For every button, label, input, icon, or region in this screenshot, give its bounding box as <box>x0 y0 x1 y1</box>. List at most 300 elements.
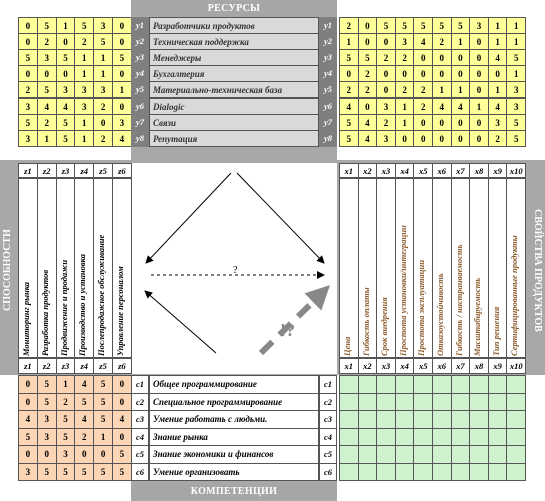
property-id-top: x1 <box>339 163 359 178</box>
competence-right-cell <box>488 393 508 412</box>
property-id-bottom: x6 <box>432 358 452 374</box>
competence-left-cell: 3 <box>37 428 57 447</box>
competence-id-right: c5 <box>319 445 337 464</box>
competence-id-right: c1 <box>319 375 337 394</box>
competence-left-cell: 0 <box>93 445 113 464</box>
resource-right-cell: 0 <box>451 49 471 66</box>
competence-left-cell: 5 <box>93 463 113 482</box>
competence-right-cell <box>339 445 359 464</box>
resource-id-right: y5 <box>319 81 337 98</box>
competence-left-cell: 5 <box>56 463 76 482</box>
resource-right-cell: 1 <box>506 33 526 50</box>
resource-right-cell: 0 <box>469 81 489 98</box>
resource-right-cell: 0 <box>413 65 433 82</box>
ability-label: Разработка продуктов <box>39 269 50 356</box>
competence-id-left: c3 <box>131 410 149 429</box>
competence-right-cell <box>395 375 415 394</box>
resource-left-cell: 3 <box>93 17 113 34</box>
resource-right-cell: 3 <box>506 81 526 98</box>
competence-left-cell: 3 <box>18 463 38 482</box>
competence-right-cell <box>506 375 526 394</box>
resource-right-cell: 0 <box>451 130 471 147</box>
competence-right-cell <box>506 428 526 447</box>
competence-left-cell: 0 <box>37 445 57 464</box>
competence-right-cell <box>506 445 526 464</box>
resource-right-cell: 2 <box>413 81 433 98</box>
competence-left-cell: 5 <box>112 463 132 482</box>
competence-right-cell <box>413 428 433 447</box>
competence-right-cell <box>358 463 378 482</box>
competence-left-cell: 5 <box>37 393 57 412</box>
competence-label: Специальное программирование <box>149 393 319 412</box>
competence-right-cell <box>451 445 471 464</box>
property-id-top: x9 <box>488 163 508 178</box>
competence-right-cell <box>451 410 471 429</box>
resource-left-cell: 5 <box>18 114 38 131</box>
resource-right-cell: 0 <box>413 114 433 131</box>
competence-left-cell: 0 <box>112 428 132 447</box>
resource-right-cell: 5 <box>413 17 433 34</box>
resource-id-right: y7 <box>319 114 337 131</box>
competence-right-cell <box>376 428 396 447</box>
competence-right-cell <box>469 463 489 482</box>
resource-left-cell: 5 <box>37 17 57 34</box>
competence-right-cell <box>395 463 415 482</box>
resource-right-cell: 2 <box>432 33 452 50</box>
competence-right-cell <box>358 445 378 464</box>
resource-right-cell: 0 <box>488 65 508 82</box>
resource-right-cell: 5 <box>432 17 452 34</box>
resource-right-cell: 0 <box>413 49 433 66</box>
competence-right-cell <box>395 445 415 464</box>
competence-left-cell: 5 <box>18 428 38 447</box>
competence-right-cell <box>488 410 508 429</box>
competence-right-cell <box>358 393 378 412</box>
resource-left-cell: 2 <box>37 114 57 131</box>
competence-label: Знание рынка <box>149 428 319 447</box>
resource-right-cell: 5 <box>451 17 471 34</box>
resource-right-cell: 0 <box>432 49 452 66</box>
competence-right-cell <box>376 463 396 482</box>
resource-left-cell: 3 <box>18 98 38 115</box>
competence-id-left: c6 <box>131 463 149 482</box>
competence-right-cell <box>432 428 452 447</box>
competence-right-cell <box>339 463 359 482</box>
resource-right-cell: 0 <box>451 65 471 82</box>
competence-right-cell <box>432 445 452 464</box>
competences-header: КОМПЕТЕНЦИИ <box>131 485 337 499</box>
competence-left-cell: 5 <box>93 410 113 429</box>
resource-right-cell: 0 <box>376 65 396 82</box>
resource-label: Бухгалтерия <box>149 65 319 82</box>
resource-left-cell: 0 <box>37 65 57 82</box>
resource-left-cell: 0 <box>112 98 132 115</box>
resource-left-cell: 2 <box>37 33 57 50</box>
resource-left-cell: 3 <box>56 81 76 98</box>
competence-left-cell: 0 <box>74 445 94 464</box>
competence-right-cell <box>413 393 433 412</box>
resource-left-cell: 4 <box>37 98 57 115</box>
ability-id-top: z3 <box>56 163 76 178</box>
ability-id-bottom: z4 <box>74 358 94 374</box>
ability-id-bottom: z2 <box>37 358 57 374</box>
resource-right-cell: 2 <box>339 81 359 98</box>
competence-right-cell <box>488 463 508 482</box>
resource-right-cell: 5 <box>506 114 526 131</box>
resource-left-cell: 5 <box>93 33 113 50</box>
resources-header: РЕСУРСЫ <box>131 2 337 16</box>
resource-left-cell: 5 <box>112 49 132 66</box>
competence-right-cell <box>506 463 526 482</box>
resource-left-cell: 5 <box>18 49 38 66</box>
resource-id-left: y7 <box>131 114 149 131</box>
resource-right-cell: 0 <box>339 65 359 82</box>
competence-left-cell: 3 <box>56 445 76 464</box>
competence-id-right: c2 <box>319 393 337 412</box>
resource-right-cell: 3 <box>376 98 396 115</box>
resource-label: Разработчики продуктов <box>149 17 319 34</box>
resource-left-cell: 5 <box>74 17 94 34</box>
resource-right-cell: 4 <box>413 33 433 50</box>
resource-right-cell: 4 <box>339 98 359 115</box>
resource-right-cell: 4 <box>358 130 378 147</box>
competence-right-cell <box>413 375 433 394</box>
competence-label: Умение организовать <box>149 463 319 482</box>
resource-left-cell: 5 <box>56 114 76 131</box>
resource-label: Связи <box>149 114 319 131</box>
resource-id-left: y6 <box>131 98 149 115</box>
resource-right-cell: 0 <box>469 130 489 147</box>
resource-id-left: y8 <box>131 130 149 147</box>
property-id-bottom: x1 <box>339 358 359 374</box>
resource-id-right: y3 <box>319 49 337 66</box>
competence-right-cell <box>395 393 415 412</box>
competence-left-cell: 1 <box>93 428 113 447</box>
resource-left-cell: 1 <box>93 49 113 66</box>
property-id-top: x6 <box>432 163 452 178</box>
competence-label: Знание экономики и финансов <box>149 445 319 464</box>
competence-right-cell <box>506 393 526 412</box>
competence-id-left: c4 <box>131 428 149 447</box>
resource-right-cell: 0 <box>432 114 452 131</box>
arrow-top-left <box>146 173 231 263</box>
resource-id-left: y1 <box>131 17 149 34</box>
resource-right-cell: 0 <box>376 33 396 50</box>
competence-right-cell <box>413 410 433 429</box>
resource-right-cell: 0 <box>451 114 471 131</box>
resource-left-cell: 3 <box>93 81 113 98</box>
competence-right-cell <box>432 410 452 429</box>
resource-id-right: y2 <box>319 33 337 50</box>
resource-left-cell: 2 <box>93 98 113 115</box>
competence-left-cell: 0 <box>112 375 132 394</box>
properties-side-label: СВОЙСТВА ПРОДУКТОВ <box>532 208 543 332</box>
competence-left-cell: 0 <box>18 375 38 394</box>
resource-left-cell: 0 <box>112 33 132 50</box>
competence-id-right: c3 <box>319 410 337 429</box>
property-label: Гибкость оплаты <box>360 287 371 356</box>
competence-left-cell: 5 <box>56 428 76 447</box>
property-id-bottom: x2 <box>358 358 378 374</box>
resource-label: Репутация <box>149 130 319 147</box>
resource-id-left: y4 <box>131 65 149 82</box>
resource-right-cell: 4 <box>488 49 508 66</box>
resource-right-cell: 2 <box>376 49 396 66</box>
resource-left-cell: 0 <box>112 17 132 34</box>
competence-right-cell <box>469 428 489 447</box>
competence-right-cell <box>339 393 359 412</box>
resource-right-cell: 2 <box>339 17 359 34</box>
resource-id-right: y1 <box>319 17 337 34</box>
abilities-side-label: СПОСОБНОСТИ <box>2 229 13 311</box>
competence-right-cell <box>469 393 489 412</box>
competence-right-cell <box>376 410 396 429</box>
ability-id-bottom: z1 <box>18 358 38 374</box>
property-id-top: x7 <box>451 163 471 178</box>
resource-left-cell: 3 <box>74 81 94 98</box>
competence-right-cell <box>358 410 378 429</box>
property-label: Тип решения <box>490 306 501 356</box>
resource-right-cell: 5 <box>376 17 396 34</box>
resource-right-cell: 0 <box>469 65 489 82</box>
question-mark-bold: !? <box>280 320 295 340</box>
resource-left-cell: 0 <box>112 65 132 82</box>
resource-right-cell: 4 <box>358 114 378 131</box>
competence-left-cell: 5 <box>56 410 76 429</box>
resource-left-cell: 1 <box>74 49 94 66</box>
competence-id-right: c4 <box>319 428 337 447</box>
competence-left-cell: 3 <box>37 410 57 429</box>
property-id-bottom: x7 <box>451 358 471 374</box>
ability-label: Продвижение и продажи <box>58 259 69 356</box>
resource-right-cell: 4 <box>432 98 452 115</box>
competence-right-cell <box>488 428 508 447</box>
ability-id-top: z2 <box>37 163 57 178</box>
ability-id-bottom: z6 <box>112 358 132 374</box>
competence-right-cell <box>488 375 508 394</box>
resource-left-cell: 1 <box>37 130 57 147</box>
resource-right-cell: 1 <box>395 98 415 115</box>
resource-left-cell: 2 <box>18 81 38 98</box>
resource-left-cell: 3 <box>37 49 57 66</box>
competence-right-cell <box>488 445 508 464</box>
competence-right-cell <box>339 428 359 447</box>
resource-left-cell: 5 <box>56 130 76 147</box>
resource-left-cell: 0 <box>56 33 76 50</box>
resource-right-cell: 4 <box>488 98 508 115</box>
resource-right-cell: 1 <box>488 17 508 34</box>
competence-right-cell <box>413 463 433 482</box>
ability-label: Управление персоналом <box>115 266 125 356</box>
resource-left-cell: 4 <box>112 130 132 147</box>
ability-id-top: z5 <box>93 163 113 178</box>
resource-right-cell: 0 <box>469 33 489 50</box>
resource-right-cell: 0 <box>395 130 415 147</box>
property-label: Гибкость / настраиваемость <box>453 244 464 356</box>
resource-right-cell: 0 <box>469 114 489 131</box>
ability-label: Послепродажное обслуживание <box>96 234 107 356</box>
resource-right-cell: 3 <box>506 98 526 115</box>
resource-id-right: y8 <box>319 130 337 147</box>
property-id-bottom: x4 <box>395 358 415 374</box>
competence-left-cell: 2 <box>74 428 94 447</box>
resource-right-cell: 2 <box>376 114 396 131</box>
resource-left-cell: 3 <box>74 98 94 115</box>
competence-right-cell <box>432 393 452 412</box>
arrow-bottom-left <box>145 291 216 353</box>
resource-right-cell: 2 <box>395 81 415 98</box>
resource-right-cell: 2 <box>395 49 415 66</box>
property-id-top: x4 <box>395 163 415 178</box>
resource-left-cell: 2 <box>93 130 113 147</box>
resource-right-cell: 5 <box>395 17 415 34</box>
resource-id-left: y2 <box>131 33 149 50</box>
competence-left-cell: 5 <box>74 393 94 412</box>
resource-left-cell: 4 <box>56 98 76 115</box>
arrow-top-right <box>237 173 324 263</box>
competence-id-left: c1 <box>131 375 149 394</box>
property-label: Отказоустойчивость <box>435 273 445 356</box>
resource-id-right: y6 <box>319 98 337 115</box>
property-label: Простота установки/интеграции <box>397 225 408 356</box>
competence-right-cell <box>506 410 526 429</box>
question-mark: ? <box>233 265 238 276</box>
resource-left-cell: 0 <box>18 33 38 50</box>
property-id-top: x10 <box>506 163 526 178</box>
ability-id-bottom: z3 <box>56 358 76 374</box>
resource-left-cell: 0 <box>93 114 113 131</box>
resource-right-cell: 1 <box>506 65 526 82</box>
ability-id-top: z1 <box>18 163 38 178</box>
resource-left-cell: 1 <box>112 81 132 98</box>
resource-right-cell: 3 <box>376 130 396 147</box>
property-label: Сертифицированные продукты <box>509 235 520 356</box>
resource-right-cell: 0 <box>395 65 415 82</box>
competence-left-cell: 5 <box>93 393 113 412</box>
property-label: Масштабируемость <box>472 277 483 356</box>
resource-right-cell: 0 <box>413 130 433 147</box>
resource-right-cell: 1 <box>451 33 471 50</box>
resource-right-cell: 5 <box>358 49 378 66</box>
resource-right-cell: 3 <box>469 17 489 34</box>
competence-right-cell <box>413 445 433 464</box>
property-id-bottom: x9 <box>488 358 508 374</box>
resource-right-cell: 5 <box>339 130 359 147</box>
resource-left-cell: 5 <box>56 49 76 66</box>
competence-left-cell: 1 <box>56 375 76 394</box>
resource-left-cell: 1 <box>74 114 94 131</box>
resource-right-cell: 2 <box>358 81 378 98</box>
resource-right-cell: 1 <box>506 17 526 34</box>
competence-right-cell <box>469 410 489 429</box>
competence-right-cell <box>395 428 415 447</box>
competence-right-cell <box>469 445 489 464</box>
ability-id-bottom: z5 <box>93 358 113 374</box>
competence-right-cell <box>376 375 396 394</box>
resource-right-cell: 0 <box>358 98 378 115</box>
resource-left-cell: 1 <box>74 65 94 82</box>
resource-left-cell: 1 <box>74 130 94 147</box>
resource-id-left: y3 <box>131 49 149 66</box>
competence-left-cell: 0 <box>112 393 132 412</box>
resource-left-cell: 3 <box>112 114 132 131</box>
competence-left-cell: 5 <box>112 445 132 464</box>
resource-right-cell: 0 <box>358 33 378 50</box>
competence-right-cell <box>376 445 396 464</box>
resource-id-right: y4 <box>319 65 337 82</box>
resource-left-cell: 0 <box>56 65 76 82</box>
competence-label: Общее программирование <box>149 375 319 394</box>
resource-right-cell: 1 <box>432 81 452 98</box>
competence-left-cell: 4 <box>74 375 94 394</box>
resource-right-cell: 0 <box>432 130 452 147</box>
competence-id-right: c6 <box>319 463 337 482</box>
property-id-bottom: x10 <box>506 358 526 374</box>
resource-right-cell: 1 <box>451 81 471 98</box>
competence-id-left: c5 <box>131 445 149 464</box>
resource-right-cell: 0 <box>376 81 396 98</box>
property-id-top: x8 <box>469 163 489 178</box>
property-id-top: x5 <box>413 163 433 178</box>
resource-right-cell: 2 <box>358 65 378 82</box>
resource-right-cell: 1 <box>339 33 359 50</box>
resource-right-cell: 0 <box>358 17 378 34</box>
competence-label: Умение работать с людьми. <box>149 410 319 429</box>
ability-id-top: z6 <box>112 163 132 178</box>
competence-left-cell: 4 <box>18 410 38 429</box>
ability-label: Производство и установка <box>77 253 88 356</box>
competence-right-cell <box>376 393 396 412</box>
competence-left-cell: 5 <box>93 375 113 394</box>
resource-left-cell: 2 <box>74 33 94 50</box>
resource-label: Dialogic <box>149 98 319 115</box>
resource-left-cell: 0 <box>18 17 38 34</box>
resource-right-cell: 1 <box>488 33 508 50</box>
competence-right-cell <box>432 463 452 482</box>
resource-left-cell: 3 <box>18 130 38 147</box>
resource-right-cell: 5 <box>339 114 359 131</box>
resource-right-cell: 5 <box>506 49 526 66</box>
competence-right-cell <box>451 463 471 482</box>
resource-right-cell: 1 <box>469 98 489 115</box>
resource-right-cell: 2 <box>413 98 433 115</box>
property-label: Срок внедрения <box>379 297 390 356</box>
resource-right-cell: 3 <box>395 33 415 50</box>
competence-right-cell <box>469 375 489 394</box>
property-id-bottom: x5 <box>413 358 433 374</box>
resource-right-cell: 1 <box>395 114 415 131</box>
competence-right-cell <box>358 428 378 447</box>
resource-right-cell: 2 <box>488 130 508 147</box>
competence-right-cell <box>451 375 471 394</box>
competence-right-cell <box>339 410 359 429</box>
resource-id-left: y5 <box>131 81 149 98</box>
resource-left-cell: 5 <box>37 81 57 98</box>
ability-label: Мониторинг рынка <box>21 281 31 356</box>
ability-id-top: z4 <box>74 163 94 178</box>
property-id-top: x3 <box>376 163 396 178</box>
property-id-top: x2 <box>358 163 378 178</box>
resource-right-cell: 5 <box>506 130 526 147</box>
resource-label: Техническая поддержка <box>149 33 319 50</box>
resource-right-cell: 1 <box>488 81 508 98</box>
competence-left-cell: 4 <box>112 410 132 429</box>
resource-left-cell: 1 <box>93 65 113 82</box>
competence-left-cell: 4 <box>74 410 94 429</box>
competence-right-cell <box>451 393 471 412</box>
competence-right-cell <box>339 375 359 394</box>
competence-left-cell: 0 <box>18 393 38 412</box>
